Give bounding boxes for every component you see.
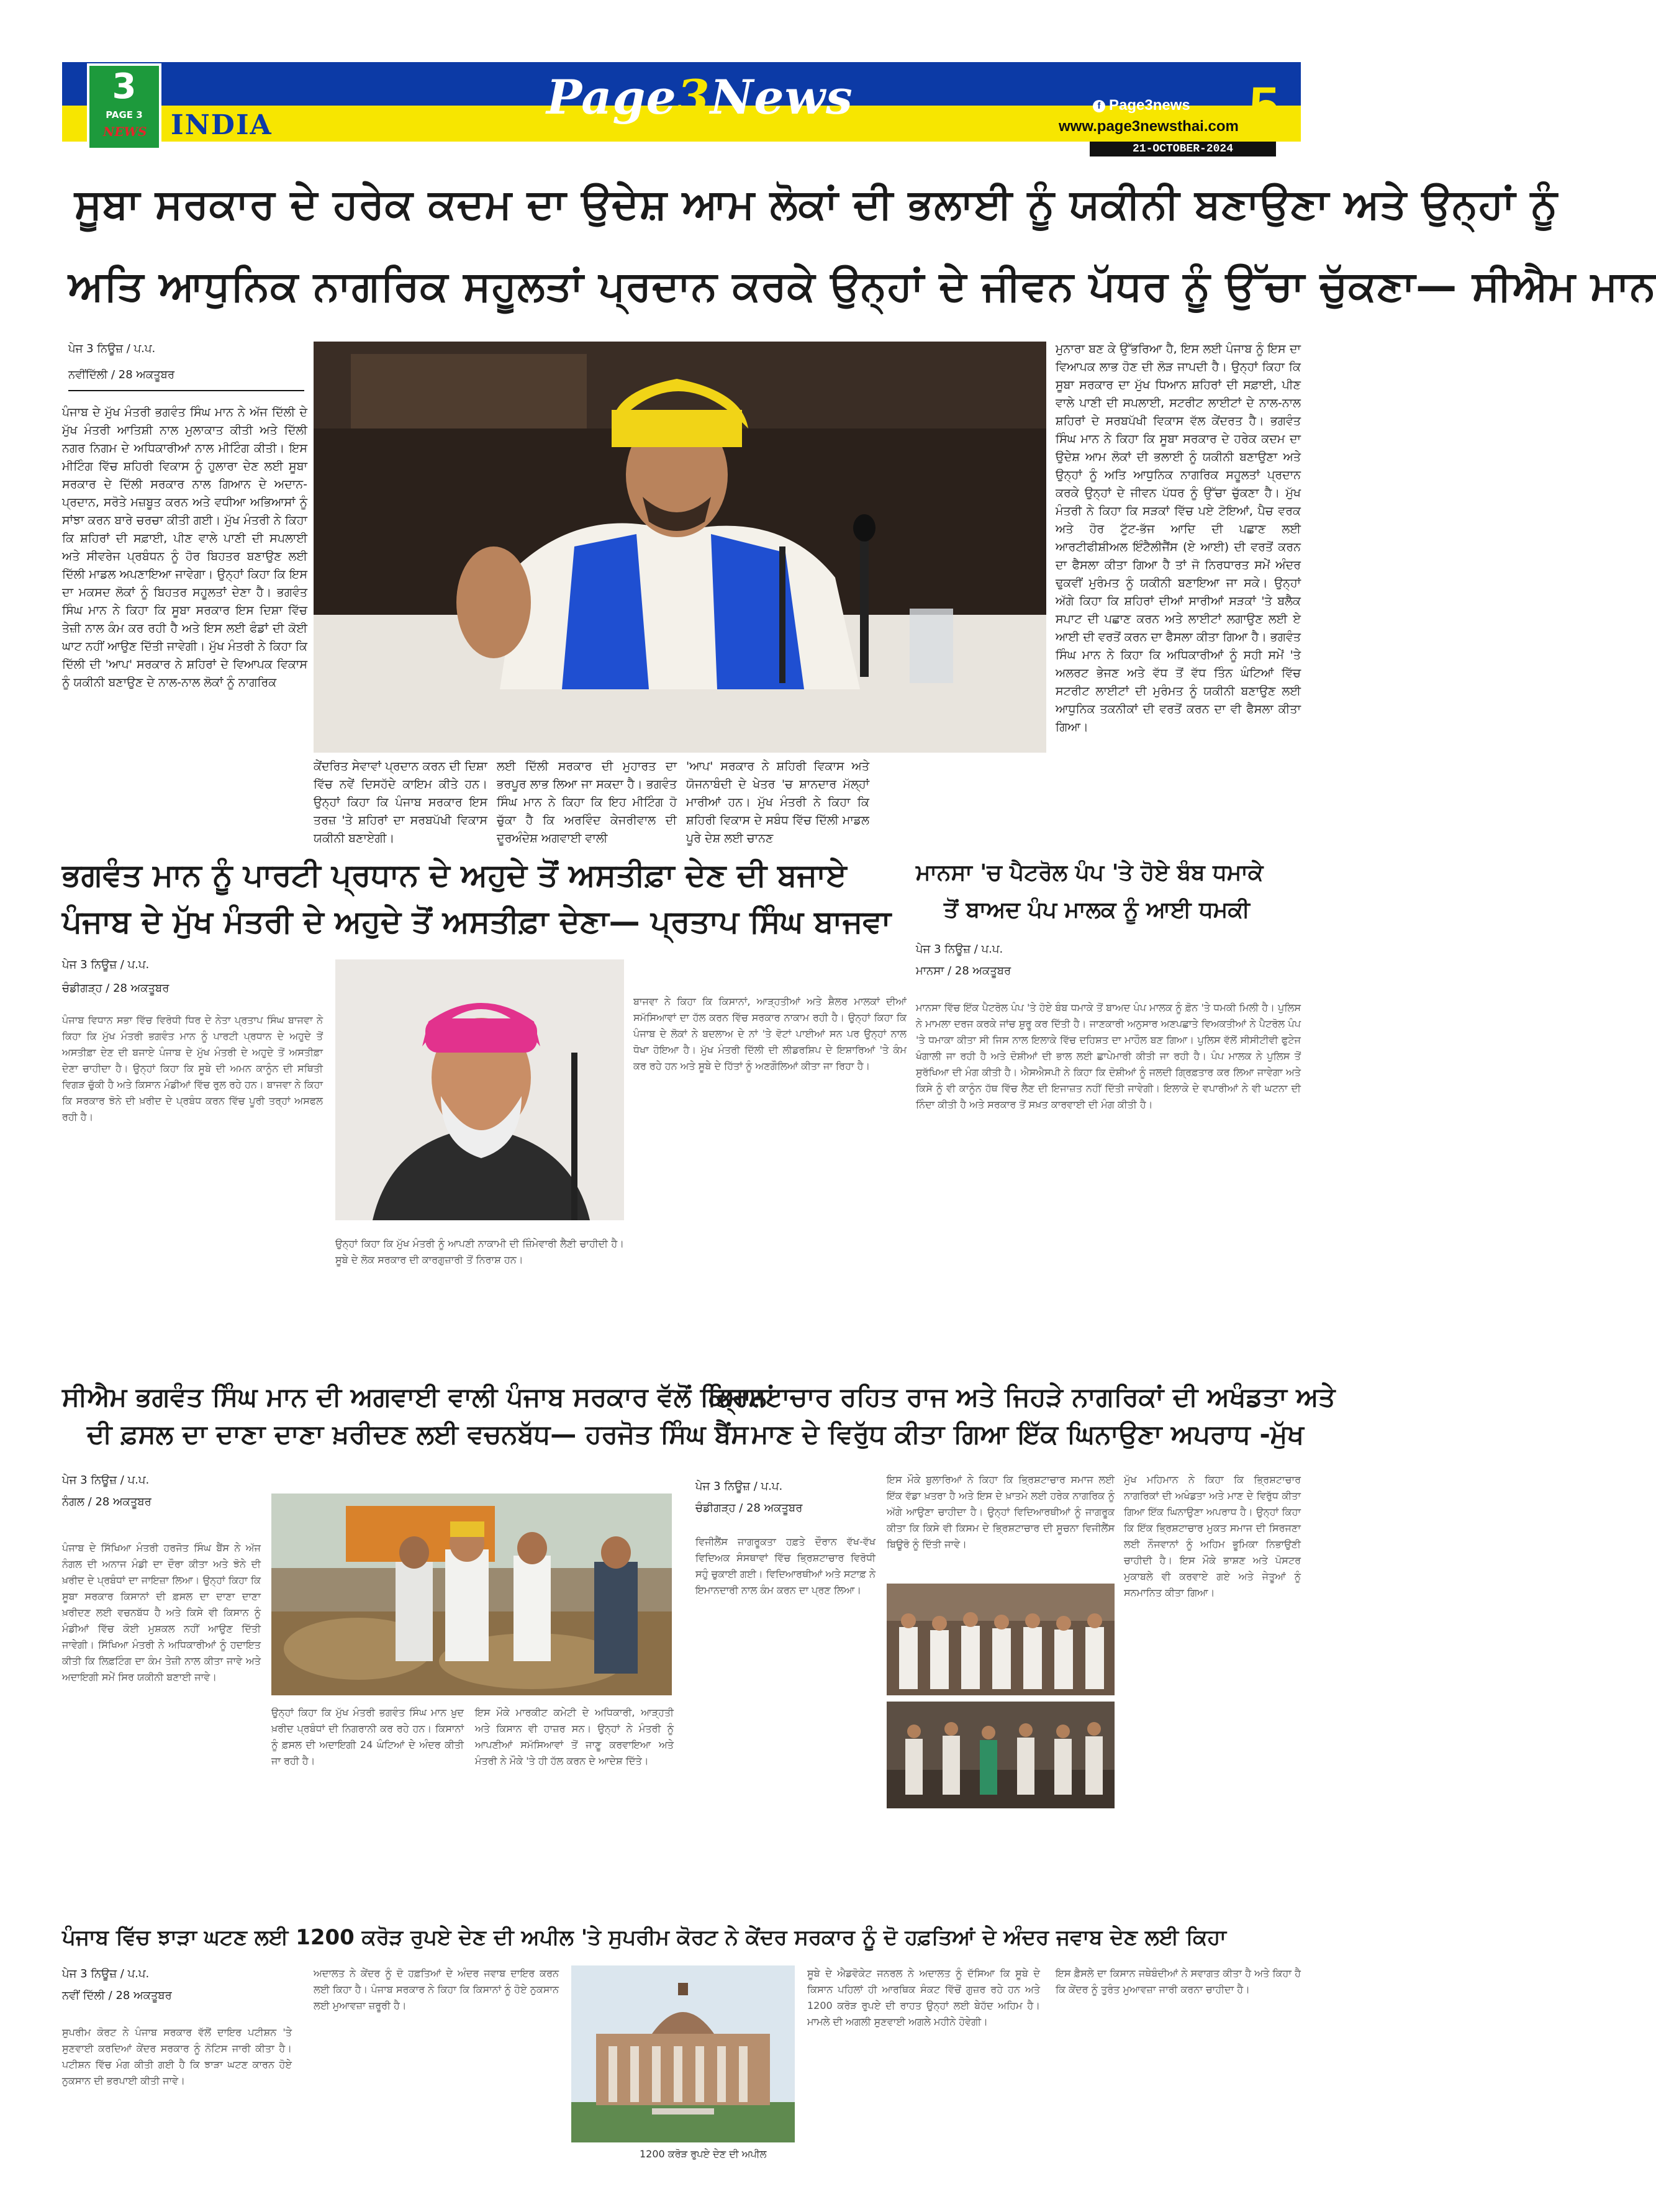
court-dateline: ਨਵੀਂ ਦਿੱਲੀ / 28 ਅਕਤੂਬਰ xyxy=(62,1989,172,2002)
lead-byline: ਪੇਜ 3 ਨਿਊਜ਼ / ਪ.ਪ. xyxy=(68,342,156,355)
newspaper-brand xyxy=(546,70,853,125)
court-column-4: ਇਸ ਫ਼ੈਸਲੇ ਦਾ ਕਿਸਾਨ ਜਥੇਬੰਦੀਆਂ ਨੇ ਸਵਾਗਤ ਕੀਤਾ ਹੈ ਅਤੇ ਕਿਹਾ ਹੈ ਕਿ ਕੇਂਦਰ ਨੂੰ ਤੁਰੰਤ ਮੁਆਵਜ਼ਾ ਜਾਰੀ ਕਰਨਾ ਚਾਹੀਦਾ ਹੈ। xyxy=(1056,1967,1301,1995)
mandi-column-2: ਉਨ੍ਹਾਂ ਕਿਹਾ ਕਿ ਮੁੱਖ ਮੰਤਰੀ ਭਗਵੰਤ ਸਿੰਘ ਮਾਨ ਖ਼ੁਦ ਖ਼ਰੀਦ ਪ੍ਰਬੰਧਾਂ ਦੀ ਨਿਗਰਾਨੀ ਕਰ ਰਹੇ ਹਨ। ਕਿਸਾਨਾਂ ਨੂੰ ਫ਼ਸਲ ਦੀ ਅਦਾਇਗੀ 24 ਘੰਟਿਆਂ ਦੇ ਅੰਦਰ ਕੀਤੀ ਜਾ ਰਹੀ ਹੈ। xyxy=(271,1707,464,1767)
vigilance-byline: ਪੇਜ 3 ਨਿਊਜ਼ / ਪ.ਪ. xyxy=(695,1480,783,1493)
facebook-handle[interactable] xyxy=(1093,97,1190,114)
lead-under-column-3: 'ਆਪ' ਸਰਕਾਰ ਨੇ ਸ਼ਹਿਰੀ ਵਿਕਾਸ ਅਤੇ ਯੋਜਨਾਬੰਦੀ ਦੇ ਖੇਤਰ 'ਚ ਸ਼ਾਨਦਾਰ ਮੱਲ੍ਹਾਂ ਮਾਰੀਆਂ ਹਨ। ਮੁੱਖ ਮੰਤਰੀ ਨੇ ਕਿਹਾ ਕਿ ਸ਼ਹਿਰੀ ਵਿਕਾਸ ਦੇ ਸਬੰਧ ਵਿੱਚ ਦਿੱਲੀ ਮਾਡਲ ਪੂਰੇ ਦੇਸ਼ ਲਈ ਚਾਨਣ xyxy=(686,759,869,845)
mandi-headline-line1: ਸੀਐਮ ਭਗਵੰਤ ਸਿੰਘ ਮਾਨ ਦੀ ਅਗਵਾਈ ਵਾਲੀ ਪੰਜਾਬ ਸਰਕਾਰ ਵੱਲੋਂ ਕਿਸਾਨਾਂ xyxy=(62,1382,776,1412)
lead-under-column-2: ਲਈ ਦਿੱਲੀ ਸਰਕਾਰ ਦੀ ਮੁਹਾਰਤ ਦਾ ਭਰਪੂਰ ਲਾਭ ਲਿਆ ਜਾ ਸਕਦਾ ਹੈ। ਭਗਵੰਤ ਸਿੰਘ ਮਾਨ ਨੇ ਕਿਹਾ ਕਿ ਇਹ ਮੀਟਿੰਗ ਹੋ ਚੁੱਕਾ ਹੈ ਕਿ ਅਰਵਿੰਦ ਕੇਜਰੀਵਾਲ ਦੀ ਦੂਰਅੰਦੇਸ਼ ਅਗਵਾਈ ਵਾਲੀ xyxy=(497,759,677,845)
logo-subtitle: PAGE 3 xyxy=(106,109,143,120)
vigilance-column-1: ਵਿਜੀਲੈਂਸ ਜਾਗਰੂਕਤਾ ਹਫ਼ਤੇ ਦੌਰਾਨ ਵੱਖ-ਵੱਖ ਵਿਦਿਅਕ ਸੰਸਥਾਵਾਂ ਵਿੱਚ ਭ੍ਰਿਸ਼ਟਾਚਾਰ ਵਿਰੋਧੀ ਸਹੁੰ ਚੁਕਾਈ ਗਈ। ਵਿਦਿਆਰਥੀਆਂ ਅਤੇ ਸਟਾਫ਼ ਨੇ ਇਮਾਨਦਾਰੀ ਨਾਲ ਕੰਮ ਕਰਨ ਦਾ ਪ੍ਰਣ ਲਿਆ। xyxy=(695,1536,876,1596)
mansa-column: ਮਾਨਸਾ ਵਿੱਚ ਇੱਕ ਪੈਟਰੋਲ ਪੰਪ 'ਤੇ ਹੋਏ ਬੰਬ ਧਮਾਕੇ ਤੋਂ ਬਾਅਦ ਪੰਪ ਮਾਲਕ ਨੂੰ ਫ਼ੋਨ 'ਤੇ ਧਮਕੀ ਮਿਲੀ ਹੈ। ਪੁਲਿਸ ਨੇ ਮਾਮਲਾ ਦਰਜ ਕਰਕੇ ਜਾਂਚ ਸ਼ੁਰੂ ਕਰ ਦਿੱਤੀ ਹੈ। ਜਾਣਕਾਰੀ ਅਨੁਸਾਰ ਅਣਪਛਾਤੇ ਵਿਅਕਤੀਆਂ ਨੇ ਪੈਟਰੋਲ ਪੰਪ 'ਤੇ ਧਮਾਕਾ ਕੀਤਾ ਸੀ ਜਿਸ ਨਾਲ ਇਲਾਕੇ ਵਿੱਚ ਦਹਿਸ਼ਤ ਦਾ ਮਾਹੌਲ ਬਣ ਗਿਆ। ਪੁਲਿਸ ਵੱਲੋਂ ਸੀਸੀਟੀਵੀ ਫੁਟੇਜ ਖੰਗਾਲੀ ਜਾ ਰਹੀ ਹੈ ਅਤੇ ਦੋਸ਼ੀਆਂ ਦੀ ਭਾਲ ਲਈ ਛਾਪੇਮਾਰੀ ਕੀਤੀ ਜਾ ਰਹੀ ਹੈ। ਪੰਪ ਮਾਲਕ ਨੇ ਪੁਲਿਸ ਤੋਂ ਸੁਰੱਖਿਆ ਦੀ ਮੰਗ ਕੀਤੀ ਹੈ। ਐਸਐਸਪੀ ਨੇ ਕਿਹਾ ਕਿ ਦੋਸ਼ੀਆਂ ਨੂੰ ਜਲਦੀ ਗ੍ਰਿਫ਼ਤਾਰ ਕਰ ਲਿਆ ਜਾਵੇਗਾ ਅਤੇ ਕਿਸੇ ਨੂੰ ਵੀ ਕਾਨੂੰਨ ਹੱਥ ਵਿੱਚ ਲੈਣ ਦੀ ਇਜਾਜ਼ਤ ਨਹੀਂ ਦਿੱਤੀ ਜਾਵੇਗੀ। ਇਲਾਕੇ ਦੇ ਵਪਾਰੀਆਂ ਨੇ ਵੀ ਘਟਨਾ ਦੀ ਨਿੰਦਾ ਕੀਤੀ ਹੈ ਅਤੇ ਸਰਕਾਰ ਤੋਂ ਸਖ਼ਤ ਕਾਰਵਾਈ ਦੀ ਮੰਗ ਕੀਤੀ ਹੈ। xyxy=(916,1002,1301,1110)
bajwa-headline-line1: ਭਗਵੰਤ ਮਾਨ ਨੂੰ ਪਾਰਟੀ ਪ੍ਰਧਾਨ ਦੇ ਅਹੁਦੇ ਤੋਂ ਅਸਤੀਫ਼ਾ ਦੇਣ ਦੀ ਬਜਾਏ xyxy=(62,857,847,893)
lead-right-column: ਮੁਨਾਰਾ ਬਣ ਕੇ ਉੱਭਰਿਆ ਹੈ, ਇਸ ਲਈ ਪੰਜਾਬ ਨੂੰ ਇਸ ਦਾ ਵਿਆਪਕ ਲਾਭ ਹੋਣ ਦੀ ਲੋੜ ਜਾਪਦੀ ਹੈ। ਉਨ੍ਹਾਂ ਕਿਹਾ ਕਿ ਸੂਬਾ ਸਰਕਾਰ ਦਾ ਮੁੱਖ ਧਿਆਨ ਸ਼ਹਿਰਾਂ ਦੀ ਸਫ਼ਾਈ, ਪੀਣ ਵਾਲੇ ਪਾਣੀ ਦੀ ਸਪਲਾਈ, ਸਟਰੀਟ ਲਾਈਟਾਂ ਦੇ ਨਾਲ-ਨਾਲ ਸ਼ਹਿਰਾਂ ਦੇ ਸਰਬਪੱਖੀ ਵਿਕਾਸ ਵੱਲ ਕੇਂਦਰਤ ਹੈ। ਭਗਵੰਤ ਸਿੰਘ ਮਾਨ ਨੇ ਕਿਹਾ ਕਿ ਸੂਬਾ ਸਰਕਾਰ ਦੇ ਹਰੇਕ ਕਦਮ ਦਾ ਉਦੇਸ਼ ਆਮ ਲੋਕਾਂ ਦੀ ਭਲਾਈ ਨੂੰ ਯਕੀਨੀ ਬਣਾਉਣਾ ਅਤੇ ਉਨ੍ਹਾਂ ਨੂੰ ਅਤਿ ਆਧੁਨਿਕ ਨਾਗਰਿਕ ਸਹੂਲਤਾਂ ਪ੍ਰਦਾਨ ਕਰਕੇ ਉਨ੍ਹਾਂ ਦੇ ਜੀਵਨ ਪੱਧਰ ਨੂੰ ਉੱਚਾ ਚੁੱਕਣਾ ਹੈ। ਮੁੱਖ ਮੰਤਰੀ ਨੇ ਕਿਹਾ ਕਿ ਸੜਕਾਂ ਵਿੱਚ ਪਏ ਟੋਇਆਂ, ਪੈਚ ਵਰਕ ਅਤੇ ਹੋਰ ਟੁੱਟ-ਭੱਜ ਆਦਿ ਦੀ ਪਛਾਣ ਲਈ ਆਰਟੀਫੀਸ਼ੀਅਲ ਇੰਟੈਲੀਜੈਂਸ (ਏ ਆਈ) ਦੀ ਵਰਤੋਂ ਕਰਨ ਦਾ ਫੈਸਲਾ ਕੀਤਾ ਗਿਆ ਹੈ ਤਾਂ ਜੋ ਨਿਰਧਾਰਤ ਸਮੇਂ ਅੰਦਰ ਢੁਕਵੀਂ ਮੁਰੰਮਤ ਨੂੰ ਯਕੀਨੀ ਬਣਾਇਆ ਜਾ ਸਕੇ। ਉਨ੍ਹਾਂ ਅੱਗੇ ਕਿਹਾ ਕਿ ਸ਼ਹਿਰਾਂ ਦੀਆਂ ਸਾਰੀਆਂ ਸੜਕਾਂ 'ਤੇ ਬਲੈਕ ਸਪਾਟ ਦੀ ਪਛਾਣ ਕਰਨ ਅਤੇ ਲਾਈਟਾਂ ਲਗਾਉਣ ਲਈ ਏ ਆਈ ਦੀ ਵਰਤੋਂ ਕਰਨ ਦਾ ਫੈਸਲਾ ਕੀਤਾ ਗਿਆ ਹੈ। ਭਗਵੰਤ ਸਿੰਘ ਮਾਨ ਨੇ ਕਿਹਾ ਕਿ ਅਧਿਕਾਰੀਆਂ ਨੂੰ ਸਹੀ ਸਮੇਂ 'ਤੇ ਅਲਰਟ ਭੇਜਣ ਅਤੇ ਵੱਧ ਤੋਂ ਵੱਧ ਤਿੰਨ ਘੰਟਿਆਂ ਵਿੱਚ ਸਟਰੀਟ ਲਾਈਟਾਂ ਦੀ ਮੁਰੰਮਤ ਨੂੰ ਯਕੀਨੀ ਬਣਾਉਣ ਲਈ ਆਧੁਨਿਕ ਤਕਨੀਕਾਂ ਦੀ ਵਰਤੋਂ ਕਰਨ ਦਾ ਵੀ ਫੈਸਲਾ ਕੀਤਾ ਗਿਆ। xyxy=(1056,342,1301,734)
logo-number: 3 xyxy=(112,66,137,107)
press-conference-image xyxy=(314,342,1046,753)
vigilance-column-3: ਮੁੱਖ ਮਹਿਮਾਨ ਨੇ ਕਿਹਾ ਕਿ ਭ੍ਰਿਸ਼ਟਾਚਾਰ ਨਾਗਰਿਕਾਂ ਦੀ ਅਖੰਡਤਾ ਅਤੇ ਮਾਣ ਦੇ ਵਿਰੁੱਧ ਕੀਤਾ ਗਿਆ ਇੱਕ ਘਿਨਾਉਣਾ ਅਪਰਾਧ ਹੈ। ਉਨ੍ਹਾਂ ਕਿਹਾ ਕਿ ਇੱਕ ਭ੍ਰਿਸ਼ਟਾਚਾਰ ਮੁਕਤ ਸਮਾਜ ਦੀ ਸਿਰਜਣਾ ਲਈ ਨੌਜਵਾਨਾਂ ਨੂੰ ਅਹਿਮ ਭੂਮਿਕਾ ਨਿਭਾਉਣੀ ਚਾਹੀਦੀ ਹੈ। ਇਸ ਮੌਕੇ ਭਾਸ਼ਣ ਅਤੇ ਪੋਸਟਰ ਮੁਕਾਬਲੇ ਵੀ ਕਰਵਾਏ ਗਏ ਅਤੇ ਜੇਤੂਆਂ ਨੂੰ ਸਨਮਾਨਿਤ ਕੀਤਾ ਗਿਆ। xyxy=(1124,1474,1301,1598)
page3-logo xyxy=(87,63,161,150)
vigilance-headline-line1: ਭ੍ਰਿਸ਼ਟਾਚਾਰ ਰਹਿਤ ਰਾਜ ਅਤੇ ਜਿਹੜੇ ਨਾਗਰਿਕਾਂ ਦੀ ਅਖੰਡਤਾ ਅਤੇ xyxy=(708,1382,1336,1412)
mandi-dateline: ਨੰਗਲ / 28 ਅਕਤੂਬਰ xyxy=(62,1495,152,1508)
vigilance-column-2: ਇਸ ਮੌਕੇ ਬੁਲਾਰਿਆਂ ਨੇ ਕਿਹਾ ਕਿ ਭ੍ਰਿਸ਼ਟਾਚਾਰ ਸਮਾਜ ਲਈ ਇੱਕ ਵੱਡਾ ਖ਼ਤਰਾ ਹੈ ਅਤੇ ਇਸ ਦੇ ਖ਼ਾਤਮੇ ਲਈ ਹਰੇਕ ਨਾਗਰਿਕ ਨੂੰ ਅੱਗੇ ਆਉਣਾ ਚਾਹੀਦਾ ਹੈ। ਉਨ੍ਹਾਂ ਵਿਦਿਆਰਥੀਆਂ ਨੂੰ ਜਾਗਰੂਕ ਕੀਤਾ ਕਿ ਕਿਸੇ ਵੀ ਕਿਸਮ ਦੇ ਭ੍ਰਿਸ਼ਟਾਚਾਰ ਦੀ ਸੂਚਨਾ ਵਿਜੀਲੈਂਸ ਬਿਊਰੋ ਨੂੰ ਦਿੱਤੀ ਜਾਵੇ। xyxy=(887,1474,1115,1550)
brand-post: News xyxy=(710,70,853,125)
mandi-byline: ਪੇਜ 3 ਨਿਊਜ਼ / ਪ.ਪ. xyxy=(62,1474,150,1487)
website-link[interactable]: www.page3newsthai.com xyxy=(1059,118,1239,135)
bajwa-column-1: ਪੰਜਾਬ ਵਿਧਾਨ ਸਭਾ ਵਿੱਚ ਵਿਰੋਧੀ ਧਿਰ ਦੇ ਨੇਤਾ ਪ੍ਰਤਾਪ ਸਿੰਘ ਬਾਜਵਾ ਨੇ ਕਿਹਾ ਕਿ ਮੁੱਖ ਮੰਤਰੀ ਭਗਵੰਤ ਮਾਨ ਨੂੰ ਪਾਰਟੀ ਪ੍ਰਧਾਨ ਦੇ ਅਹੁਦੇ ਤੋਂ ਅਸਤੀਫ਼ਾ ਦੇਣ ਦੀ ਬਜਾਏ ਪੰਜਾਬ ਦੇ ਮੁੱਖ ਮੰਤਰੀ ਦੇ ਅਹੁਦੇ ਤੋਂ ਅਸਤੀਫ਼ਾ ਦੇਣਾ ਚਾਹੀਦਾ ਹੈ। ਉਨ੍ਹਾਂ ਕਿਹਾ ਕਿ ਸੂਬੇ ਦੀ ਅਮਨ ਕਾਨੂੰਨ ਦੀ ਸਥਿਤੀ ਵਿਗੜ ਚੁੱਕੀ ਹੈ ਅਤੇ ਕਿਸਾਨ ਮੰਡੀਆਂ ਵਿੱਚ ਰੁਲ ਰਹੇ ਹਨ। ਬਾਜਵਾ ਨੇ ਕਿਹਾ ਕਿ ਸਰਕਾਰ ਝੋਨੇ ਦੀ ਖ਼ਰੀਦ ਦੇ ਪ੍ਰਬੰਧ ਕਰਨ ਵਿੱਚ ਪੂਰੀ ਤਰ੍ਹਾਂ ਅਸਫਲ ਰਹੀ ਹੈ। xyxy=(62,1014,323,1123)
supreme-court-photo xyxy=(571,1965,795,2142)
bajwa-portrait xyxy=(335,959,624,1220)
oath-ceremony-image-1 xyxy=(887,1584,1115,1695)
court-column-3: ਸੂਬੇ ਦੇ ਐਡਵੋਕੇਟ ਜਨਰਲ ਨੇ ਅਦਾਲਤ ਨੂੰ ਦੱਸਿਆ ਕਿ ਸੂਬੇ ਦੇ ਕਿਸਾਨ ਪਹਿਲਾਂ ਹੀ ਆਰਥਿਕ ਸੰਕਟ ਵਿੱਚੋਂ ਗੁਜ਼ਰ ਰਹੇ ਹਨ ਅਤੇ 1200 ਕਰੋੜ ਰੁਪਏ ਦੀ ਰਾਹਤ ਉਨ੍ਹਾਂ ਲਈ ਬੇਹੱਦ ਅਹਿਮ ਹੈ। ਮਾਮਲੇ ਦੀ ਅਗਲੀ ਸੁਣਵਾਈ ਅਗਲੇ ਮਹੀਨੇ ਹੋਵੇਗੀ। xyxy=(807,1967,1040,2028)
mandi-headline-line2: ਦੀ ਫ਼ਸਲ ਦਾ ਦਾਣਾ ਦਾਣਾ ਖ਼ਰੀਦਣ ਲਈ ਵਚਨਬੱਧ— ਹਰਜੋਤ ਸਿੰਘ ਬੈਂਸ xyxy=(87,1419,749,1449)
lead-headline-line1: ਸੂਬਾ ਸਰਕਾਰ ਦੇ ਹਰੇਕ ਕਦਮ ਦਾ ਉਦੇਸ਼ ਆਮ ਲੋਕਾਂ ਦੀ ਭਲਾਈ ਨੂੰ ਯਕੀਨੀ ਬਣਾਉਣਾ ਅਤੇ ਉਨ੍ਹਾਂ ਨੂੰ xyxy=(75,180,1558,228)
vigilance-photo-2 xyxy=(887,1702,1115,1808)
lead-under-column-1: ਕੇਂਦਰਿਤ ਸੇਵਾਵਾਂ ਪ੍ਰਦਾਨ ਕਰਨ ਦੀ ਦਿਸ਼ਾ ਵਿੱਚ ਨਵੇਂ ਦਿਸਹੱਦੇ ਕਾਇਮ ਕੀਤੇ ਹਨ। ਉਨ੍ਹਾਂ ਕਿਹਾ ਕਿ ਪੰਜਾਬ ਸਰਕਾਰ ਇਸ ਤਰਜ਼ 'ਤੇ ਸ਼ਹਿਰਾਂ ਦਾ ਸਰਬਪੱਖੀ ਵਿਕਾਸ ਯਕੀਨੀ ਬਣਾਏਗੀ। xyxy=(314,759,487,845)
lead-left-column: ਪੰਜਾਬ ਦੇ ਮੁੱਖ ਮੰਤਰੀ ਭਗਵੰਤ ਸਿੰਘ ਮਾਨ ਨੇ ਅੱਜ ਦਿੱਲੀ ਦੇ ਮੁੱਖ ਮੰਤਰੀ ਆਤਿਸ਼ੀ ਨਾਲ ਮੁਲਾਕਾਤ ਕੀਤੀ ਅਤੇ ਦਿੱਲੀ ਨਗਰ ਨਿਗਮ ਦੇ ਅਧਿਕਾਰੀਆਂ ਨਾਲ ਮੀਟਿੰਗ ਕੀਤੀ। ਇਸ ਮੀਟਿੰਗ ਵਿੱਚ ਸ਼ਹਿਰੀ ਵਿਕਾਸ ਨੂੰ ਹੁਲਾਰਾ ਦੇਣ ਲਈ ਸੂਬਾ ਸਰਕਾਰ ਦੇ ਦਿੱਲੀ ਸਰਕਾਰ ਨਾਲ ਗਿਆਨ ਦੇ ਅਦਾਨ-ਪ੍ਰਦਾਨ, ਸਰੋਤੇ ਮਜ਼ਬੂਤ ਕਰਨ ਅਤੇ ਵਧੀਆ ਅਭਿਆਸਾਂ ਨੂੰ ਸਾਂਝਾ ਕਰਨ ਬਾਰੇ ਚਰਚਾ ਕੀਤੀ ਗਈ। ਮੁੱਖ ਮੰਤਰੀ ਨੇ ਕਿਹਾ ਕਿ ਸ਼ਹਿਰਾਂ ਦੀ ਸਫ਼ਾਈ, ਪੀਣ ਵਾਲੇ ਪਾਣੀ ਦੀ ਸਪਲਾਈ ਅਤੇ ਸੀਵਰੇਜ ਪ੍ਰਬੰਧਨ ਨੂੰ ਹੋਰ ਬਿਹਤਰ ਬਣਾਉਣ ਲਈ ਦਿੱਲੀ ਮਾਡਲ ਅਪਣਾਇਆ ਜਾਵੇਗਾ। ਉਨ੍ਹਾਂ ਕਿਹਾ ਕਿ ਇਸ ਦਾ ਮਕਸਦ ਲੋਕਾਂ ਨੂੰ ਬਿਹਤਰ ਸਹੂਲਤਾਂ ਦੇਣਾ ਹੈ। ਭਗਵੰਤ ਸਿੰਘ ਮਾਨ ਨੇ ਕਿਹਾ ਕਿ ਸੂਬਾ ਸਰਕਾਰ ਇਸ ਦਿਸ਼ਾ ਵਿੱਚ ਤੇਜ਼ੀ ਨਾਲ ਕੰਮ ਕਰ ਰਹੀ ਹੈ ਅਤੇ ਇਸ ਲਈ ਫੰਡਾਂ ਦੀ ਕੋਈ ਘਾਟ ਨਹੀਂ ਆਉਣ ਦਿੱਤੀ ਜਾਵੇਗੀ। ਮੁੱਖ ਮੰਤਰੀ ਨੇ ਕਿਹਾ ਕਿ ਦਿੱਲੀ ਦੀ 'ਆਪ' ਸਰਕਾਰ ਨੇ ਸ਼ਹਿਰਾਂ ਦੇ ਵਿਆਪਕ ਵਿਕਾਸ ਨੂੰ ਯਕੀਨੀ ਬਣਾਉਣ ਦੇ ਨਾਲ-ਨਾਲ ਲੋਕਾਂ ਨੂੰ ਨਾਗਰਿਕ xyxy=(62,406,307,689)
brand-pre: Page xyxy=(546,70,677,125)
issue-date: 21-OCTOBER-2024 xyxy=(1090,142,1276,156)
lead-photo-cm-mann xyxy=(314,342,1046,753)
supreme-court-image xyxy=(571,1965,795,2142)
bajwa-column-3: ਬਾਜਵਾ ਨੇ ਕਿਹਾ ਕਿ ਕਿਸਾਨਾਂ, ਆੜ੍ਹਤੀਆਂ ਅਤੇ ਸ਼ੈਲਰ ਮਾਲਕਾਂ ਦੀਆਂ ਸਮੱਸਿਆਵਾਂ ਦਾ ਹੱਲ ਕਰਨ ਵਿੱਚ ਸਰਕਾਰ ਨਾਕਾਮ ਰਹੀ ਹੈ। ਉਨ੍ਹਾਂ ਕਿਹਾ ਕਿ ਪੰਜਾਬ ਦੇ ਲੋਕਾਂ ਨੇ ਬਦਲਾਅ ਦੇ ਨਾਂ 'ਤੇ ਵੋਟਾਂ ਪਾਈਆਂ ਸਨ ਪਰ ਉਨ੍ਹਾਂ ਨਾਲ ਧੋਖਾ ਹੋਇਆ ਹੈ। ਮੁੱਖ ਮੰਤਰੀ ਦਿੱਲੀ ਦੀ ਲੀਡਰਸ਼ਿਪ ਦੇ ਇਸ਼ਾਰਿਆਂ 'ਤੇ ਕੰਮ ਕਰ ਰਹੇ ਹਨ ਅਤੇ ਸੂਬੇ ਦੇ ਹਿੱਤਾਂ ਨੂੰ ਅਣਗੌਲਿਆਂ ਕੀਤਾ ਜਾ ਰਿਹਾ ਹੈ। xyxy=(633,995,907,1072)
section-label: INDIA xyxy=(171,109,273,141)
vigilance-photo-1 xyxy=(887,1584,1115,1695)
bajwa-dateline: ਚੰਡੀਗੜ੍ਹ / 28 ਅਕਤੂਬਰ xyxy=(62,982,170,995)
court-headline: ਪੰਜਾਬ ਵਿੱਚ ਝਾੜਾ ਘਟਣ ਲਈ 1200 ਕਰੋੜ ਰੁਪਏ ਦੇਣ ਦੀ ਅਪੀਲ 'ਤੇ ਸੁਪਰੀਮ ਕੋਰਟ ਨੇ ਕੇਂਦਰ ਸਰਕਾਰ ਨੂੰ ਦੋ ਹਫ਼ਤਿਆਂ ਦੇ ਅੰਦਰ ਜਵਾਬ ਦੇਣ ਲਈ ਕਿਹਾ xyxy=(62,1925,1226,1950)
bajwa-headline-line2: ਪੰਜਾਬ ਦੇ ਮੁੱਖ ਮੰਤਰੀ ਦੇ ਅਹੁਦੇ ਤੋਂ ਅਸਤੀਫ਼ਾ ਦੇਣਾ— ਪ੍ਰਤਾਪ ਸਿੰਘ ਬਾਜਵਾ xyxy=(62,904,891,940)
facebook-icon: f xyxy=(1093,100,1105,112)
bajwa-byline: ਪੇਜ 3 ਨਿਊਜ਼ / ਪ.ਪ. xyxy=(62,958,150,971)
lead-byline-rule xyxy=(68,390,304,391)
brand-num: 3 xyxy=(676,70,710,125)
page-number: 5 xyxy=(1249,76,1279,136)
mandi-photo xyxy=(271,1494,672,1695)
lead-headline-line2: ਅਤਿ ਆਧੁਨਿਕ ਨਾਗਰਿਕ ਸਹੂਲਤਾਂ ਪ੍ਰਦਾਨ ਕਰਕੇ ਉਨ੍ਹਾਂ ਦੇ ਜੀਵਨ ਪੱਧਰ ਨੂੰ ਉੱਚਾ ਚੁੱਕਣਾ— ਸੀਐਮ ਮਾਨ xyxy=(68,262,1656,310)
bajwa-column-2: ਉਨ੍ਹਾਂ ਕਿਹਾ ਕਿ ਮੁੱਖ ਮੰਤਰੀ ਨੂੰ ਆਪਣੀ ਨਾਕਾਮੀ ਦੀ ਜ਼ਿੰਮੇਵਾਰੀ ਲੈਣੀ ਚਾਹੀਦੀ ਹੈ। ਸੂਬੇ ਦੇ ਲੋਕ ਸਰਕਾਰ ਦੀ ਕਾਰਗੁਜ਼ਾਰੀ ਤੋਂ ਨਿਰਾਸ਼ ਹਨ। xyxy=(335,1238,624,1266)
court-photo-caption: 1200 ਕਰੋੜ ਰੁਪਏ ਦੇਣ ਦੀ ਅਪੀਲ xyxy=(640,2148,767,2160)
grain-market-image xyxy=(271,1494,672,1695)
court-byline: ਪੇਜ 3 ਨਿਊਜ਼ / ਪ.ਪ. xyxy=(62,1967,150,1980)
mandi-column-3: ਇਸ ਮੌਕੇ ਮਾਰਕੀਟ ਕਮੇਟੀ ਦੇ ਅਧਿਕਾਰੀ, ਆੜ੍ਹਤੀ ਅਤੇ ਕਿਸਾਨ ਵੀ ਹਾਜ਼ਰ ਸਨ। ਉਨ੍ਹਾਂ ਨੇ ਮੰਤਰੀ ਨੂੰ ਆਪਣੀਆਂ ਸਮੱਸਿਆਵਾਂ ਤੋਂ ਜਾਣੂ ਕਰਵਾਇਆ ਅਤੇ ਮੰਤਰੀ ਨੇ ਮੌਕੇ 'ਤੇ ਹੀ ਹੱਲ ਕਰਨ ਦੇ ਆਦੇਸ਼ ਦਿੱਤੇ। xyxy=(475,1707,674,1767)
vigilance-dateline: ਚੰਡੀਗੜ੍ਹ / 28 ਅਕਤੂਬਰ xyxy=(695,1502,803,1515)
court-column-2: ਅਦਾਲਤ ਨੇ ਕੇਂਦਰ ਨੂੰ ਦੋ ਹਫ਼ਤਿਆਂ ਦੇ ਅੰਦਰ ਜਵਾਬ ਦਾਇਰ ਕਰਨ ਲਈ ਕਿਹਾ ਹੈ। ਪੰਜਾਬ ਸਰਕਾਰ ਨੇ ਕਿਹਾ ਕਿ ਕਿਸਾਨਾਂ ਨੂੰ ਹੋਏ ਨੁਕਸਾਨ ਲਈ ਮੁਆਵਜ਼ਾ ਜ਼ਰੂਰੀ ਹੈ। xyxy=(314,1967,559,2011)
mansa-byline: ਪੇਜ 3 ਨਿਊਜ਼ / ਪ.ਪ. xyxy=(916,943,1003,956)
bajwa-photo xyxy=(335,959,624,1220)
court-column-1: ਸੁਪਰੀਮ ਕੋਰਟ ਨੇ ਪੰਜਾਬ ਸਰਕਾਰ ਵੱਲੋਂ ਦਾਇਰ ਪਟੀਸ਼ਨ 'ਤੇ ਸੁਣਵਾਈ ਕਰਦਿਆਂ ਕੇਂਦਰ ਸਰਕਾਰ ਨੂੰ ਨੋਟਿਸ ਜਾਰੀ ਕੀਤਾ ਹੈ। ਪਟੀਸ਼ਨ ਵਿੱਚ ਮੰਗ ਕੀਤੀ ਗਈ ਹੈ ਕਿ ਝਾੜਾ ਘਟਣ ਕਾਰਨ ਹੋਏ ਨੁਕਸਾਨ ਦੀ ਭਰਪਾਈ ਕੀਤੀ ਜਾਵੇ। xyxy=(62,2026,292,2087)
mansa-headline-line2: ਤੋਂ ਬਾਅਦ ਪੰਪ ਮਾਲਕ ਨੂੰ ਆਈ ਧਮਕੀ xyxy=(944,897,1250,923)
oath-ceremony-image-2 xyxy=(887,1702,1115,1808)
facebook-label: Page3news xyxy=(1109,97,1190,114)
logo-news: NEWS xyxy=(103,124,147,139)
mandi-column-1: ਪੰਜਾਬ ਦੇ ਸਿੱਖਿਆ ਮੰਤਰੀ ਹਰਜੋਤ ਸਿੰਘ ਬੈਂਸ ਨੇ ਅੱਜ ਨੰਗਲ ਦੀ ਅਨਾਜ ਮੰਡੀ ਦਾ ਦੌਰਾ ਕੀਤਾ ਅਤੇ ਝੋਨੇ ਦੀ ਖ਼ਰੀਦ ਦੇ ਪ੍ਰਬੰਧਾਂ ਦਾ ਜਾਇਜ਼ਾ ਲਿਆ। ਉਨ੍ਹਾਂ ਕਿਹਾ ਕਿ ਸੂਬਾ ਸਰਕਾਰ ਕਿਸਾਨਾਂ ਦੀ ਫ਼ਸਲ ਦਾ ਦਾਣਾ ਦਾਣਾ ਖ਼ਰੀਦਣ ਲਈ ਵਚਨਬੱਧ ਹੈ ਅਤੇ ਕਿਸੇ ਵੀ ਕਿਸਾਨ ਨੂੰ ਮੰਡੀਆਂ ਵਿੱਚ ਕੋਈ ਮੁਸ਼ਕਲ ਨਹੀਂ ਆਉਣ ਦਿੱਤੀ ਜਾਵੇਗੀ। ਸਿੱਖਿਆ ਮੰਤਰੀ ਨੇ ਅਧਿਕਾਰੀਆਂ ਨੂੰ ਹਦਾਇਤ ਕੀਤੀ ਕਿ ਲਿਫ਼ਟਿੰਗ ਦਾ ਕੰਮ ਤੇਜ਼ੀ ਨਾਲ ਕੀਤਾ ਜਾਵੇ ਅਤੇ ਅਦਾਇਗੀ ਸਮੇਂ ਸਿਰ ਯਕੀਨੀ ਬਣਾਈ ਜਾਵੇ। xyxy=(62,1542,261,1683)
vigilance-headline-line2: ਮਾਣ ਦੇ ਵਿਰੁੱਧ ਕੀਤਾ ਗਿਆ ਇੱਕ ਘਿਨਾਉਣਾ ਅਪਰਾਧ -ਮੁੱਖ xyxy=(751,1419,1305,1449)
lead-dateline: ਨਵੀਂਦਿੱਲੀ / 28 ਅਕਤੂਬਰ xyxy=(68,368,175,381)
mansa-dateline: ਮਾਨਸਾ / 28 ਅਕਤੂਬਰ xyxy=(916,964,1011,977)
mansa-headline-line1: ਮਾਨਸਾ 'ਚ ਪੈਟਰੋਲ ਪੰਪ 'ਤੇ ਹੋਏ ਬੰਬ ਧਮਾਕੇ xyxy=(916,860,1264,886)
